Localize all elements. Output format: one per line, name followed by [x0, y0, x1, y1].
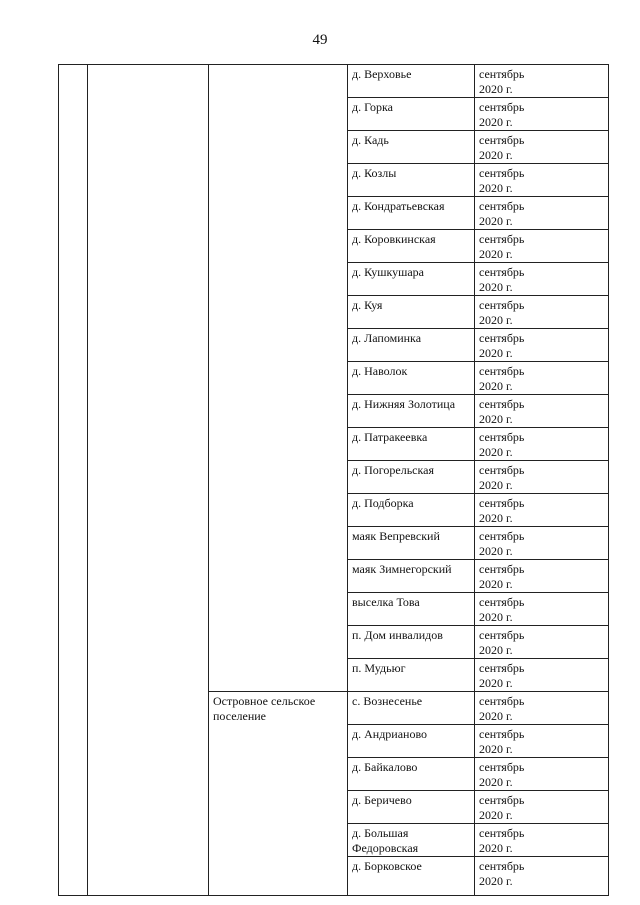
date-line: сентябрь — [479, 166, 525, 180]
date-line: 2020 г. — [479, 379, 513, 393]
date-cell — [475, 626, 609, 659]
date-line: 2020 г. — [479, 577, 513, 591]
date-cell — [475, 758, 609, 791]
date-cell — [475, 131, 609, 164]
location-cell: д. Лапоминка — [348, 329, 475, 362]
date-line: 2020 г. — [479, 115, 513, 129]
location-cell: д. Козлы — [348, 164, 475, 197]
location-cell: п. Дом инвалидов — [348, 626, 475, 659]
date-cell — [475, 197, 609, 230]
date-line: сентябрь — [479, 232, 525, 246]
date-cell — [475, 824, 609, 857]
table-row — [59, 65, 609, 98]
date-cell — [475, 593, 609, 626]
date-line: 2020 г. — [479, 643, 513, 657]
date-line: 2020 г. — [479, 82, 513, 96]
date-line: 2020 г. — [479, 709, 513, 723]
date-cell — [475, 494, 609, 527]
date-cell — [475, 98, 609, 131]
location-cell: д. Кушкушара — [348, 263, 475, 296]
location-cell: д. Подборка — [348, 494, 475, 527]
date-line: сентябрь — [479, 298, 525, 312]
date-line: сентябрь — [479, 364, 525, 378]
date-line: сентябрь — [479, 397, 525, 411]
date-line: сентябрь — [479, 793, 525, 807]
date-line: сентябрь — [479, 100, 525, 114]
date-line: сентябрь — [479, 133, 525, 147]
date-line: 2020 г. — [479, 346, 513, 360]
location-cell: выселка Това — [348, 593, 475, 626]
date-line: 2020 г. — [479, 181, 513, 195]
date-cell — [475, 263, 609, 296]
date-line: 2020 г. — [479, 214, 513, 228]
date-line: сентябрь — [479, 661, 525, 675]
date-line: сентябрь — [479, 859, 525, 873]
schedule-table — [58, 64, 609, 896]
date-line: сентябрь — [479, 595, 525, 609]
location-cell: маяк Вепревский — [348, 527, 475, 560]
date-cell — [475, 725, 609, 758]
date-cell — [475, 560, 609, 593]
date-line: сентябрь — [479, 199, 525, 213]
settlement-cell — [209, 65, 348, 692]
date-line: 2020 г. — [479, 148, 513, 162]
location-cell: д. Горка — [348, 98, 475, 131]
date-cell — [475, 659, 609, 692]
date-cell — [475, 296, 609, 329]
date-line: 2020 г. — [479, 676, 513, 690]
location-cell: д. Беричево — [348, 791, 475, 824]
date-line: 2020 г. — [479, 478, 513, 492]
date-line: 2020 г. — [479, 412, 513, 426]
date-cell — [475, 791, 609, 824]
date-cell — [475, 527, 609, 560]
location-cell: д. Коровкинская — [348, 230, 475, 263]
date-line: 2020 г. — [479, 511, 513, 525]
date-line: сентябрь — [479, 430, 525, 444]
settlement-cell: Островное сельское поселение — [209, 692, 348, 896]
location-cell: д. Наволок — [348, 362, 475, 395]
location-cell: д. Кондратьевская — [348, 197, 475, 230]
date-line: сентябрь — [479, 496, 525, 510]
date-cell — [475, 164, 609, 197]
location-cell: с. Вознесенье — [348, 692, 475, 725]
location-cell: д. Погорельская — [348, 461, 475, 494]
location-cell: д. Большая Федоровская — [348, 824, 475, 857]
date-line: 2020 г. — [479, 841, 513, 855]
location-cell: д. Патракеевка — [348, 428, 475, 461]
date-line: 2020 г. — [479, 874, 513, 888]
date-cell — [475, 428, 609, 461]
date-cell — [475, 65, 609, 98]
location-cell: д. Куя — [348, 296, 475, 329]
location-cell: д. Борковское — [348, 857, 475, 896]
location-cell: д. Байкалово — [348, 758, 475, 791]
date-line: сентябрь — [479, 331, 525, 345]
date-cell — [475, 461, 609, 494]
date-line: сентябрь — [479, 529, 525, 543]
date-line: 2020 г. — [479, 313, 513, 327]
date-line: сентябрь — [479, 562, 525, 576]
date-line: 2020 г. — [479, 742, 513, 756]
location-cell: д. Нижняя Золотица — [348, 395, 475, 428]
date-line: сентябрь — [479, 628, 525, 642]
date-line: 2020 г. — [479, 775, 513, 789]
date-line: сентябрь — [479, 826, 525, 840]
location-cell: д. Андрианово — [348, 725, 475, 758]
date-line: 2020 г. — [479, 445, 513, 459]
date-cell — [475, 857, 609, 896]
location-cell: д. Верховье — [348, 65, 475, 98]
date-line: сентябрь — [479, 265, 525, 279]
date-cell — [475, 362, 609, 395]
date-line: 2020 г. — [479, 610, 513, 624]
date-cell — [475, 329, 609, 362]
date-cell — [475, 395, 609, 428]
date-line: 2020 г. — [479, 808, 513, 822]
date-line: сентябрь — [479, 760, 525, 774]
location-cell: маяк Зимнегорский — [348, 560, 475, 593]
date-line: сентябрь — [479, 463, 525, 477]
location-cell: д. Кадь — [348, 131, 475, 164]
date-line: 2020 г. — [479, 544, 513, 558]
date-line: сентябрь — [479, 727, 525, 741]
number-column-cell — [59, 65, 88, 896]
page-number: 49 — [312, 32, 328, 48]
date-cell — [475, 692, 609, 725]
date-line: сентябрь — [479, 694, 525, 708]
district-column-cell — [88, 65, 209, 896]
date-line: 2020 г. — [479, 247, 513, 261]
date-line: 2020 г. — [479, 280, 513, 294]
date-line: сентябрь — [479, 67, 525, 81]
location-cell: п. Мудьюг — [348, 659, 475, 692]
date-cell — [475, 230, 609, 263]
